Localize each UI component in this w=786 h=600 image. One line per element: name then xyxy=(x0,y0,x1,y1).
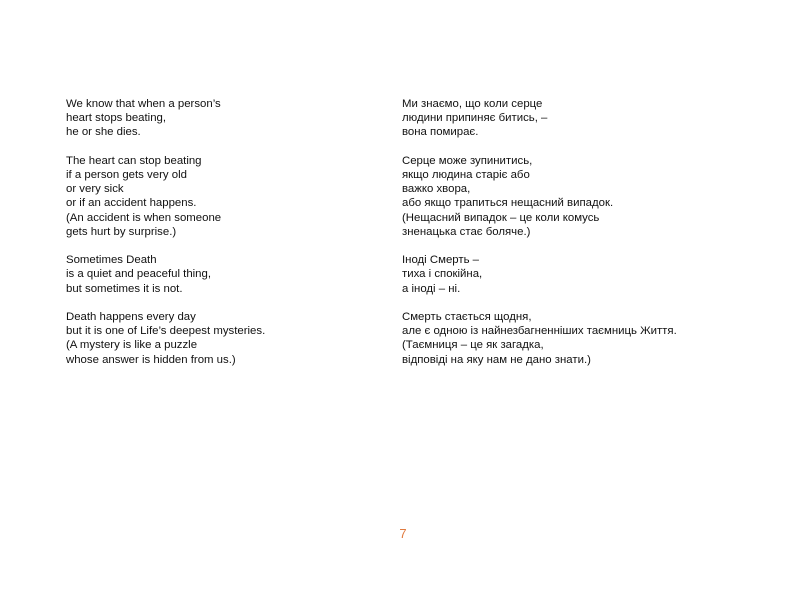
text-line: відповіді на яку нам не дано знати.) xyxy=(402,353,591,366)
text-line: heart stops beating, xyxy=(66,112,167,125)
stanza xyxy=(66,310,366,367)
text-line: Death happens every day xyxy=(66,311,196,323)
text-line: but it is one of Life’s deepest mysteries. xyxy=(66,325,266,338)
text-line: Серце може зупинитись, xyxy=(402,154,533,167)
text-line: важко хвора, xyxy=(402,183,471,196)
text-line: якщо людина старіє або xyxy=(402,169,530,181)
text-line: if a person gets very old xyxy=(66,169,187,181)
english-text-column xyxy=(66,97,366,367)
stanza xyxy=(66,154,366,239)
text-line: вона помирає. xyxy=(402,126,479,139)
text-line: тиха і спокійна, xyxy=(402,268,483,281)
text-line: (Нещасний випадок – це коли комусь xyxy=(402,211,600,224)
text-line: але є одною із найнезбагненніших таємниць Життя. xyxy=(402,325,677,338)
stanza xyxy=(66,253,366,296)
text-line: Смерть стається щодня, xyxy=(402,311,532,323)
text-line: or very sick xyxy=(66,183,124,196)
text-line: Ми знаємо, що коли серце xyxy=(402,98,543,110)
text-line: (A mystery is like a puzzle xyxy=(66,339,198,352)
ukrainian-text-column xyxy=(402,97,732,367)
text-line: а іноді – ні. xyxy=(402,282,461,295)
page-number-label: 7 xyxy=(399,526,407,541)
text-line: he or she dies. xyxy=(66,126,141,139)
text-line: The heart can stop beating xyxy=(66,154,202,167)
stanza xyxy=(66,97,366,140)
page-number xyxy=(0,526,786,541)
stanza xyxy=(402,310,732,367)
text-line: (An accident is when someone xyxy=(66,211,222,224)
text-line: but sometimes it is not. xyxy=(66,282,183,295)
text-line: Іноді Смерть – xyxy=(402,254,480,267)
text-line: whose answer is hidden from us.) xyxy=(66,353,236,366)
text-line: людини припиняє битись, – xyxy=(402,112,548,125)
stanza xyxy=(402,97,732,140)
text-line: is a quiet and peaceful thing, xyxy=(66,268,212,281)
text-line: зненацька стає боляче.) xyxy=(402,225,531,238)
text-line: (Таємниця – це як загадка, xyxy=(402,339,544,352)
text-line: або якщо трапиться нещасний випадок. xyxy=(402,197,614,210)
text-line: We know that when a person’s xyxy=(66,98,221,110)
text-line: gets hurt by surprise.) xyxy=(66,225,177,238)
stanza xyxy=(402,253,732,296)
stanza xyxy=(402,154,732,239)
text-line: Sometimes Death xyxy=(66,254,157,267)
text-line: or if an accident happens. xyxy=(66,197,197,210)
